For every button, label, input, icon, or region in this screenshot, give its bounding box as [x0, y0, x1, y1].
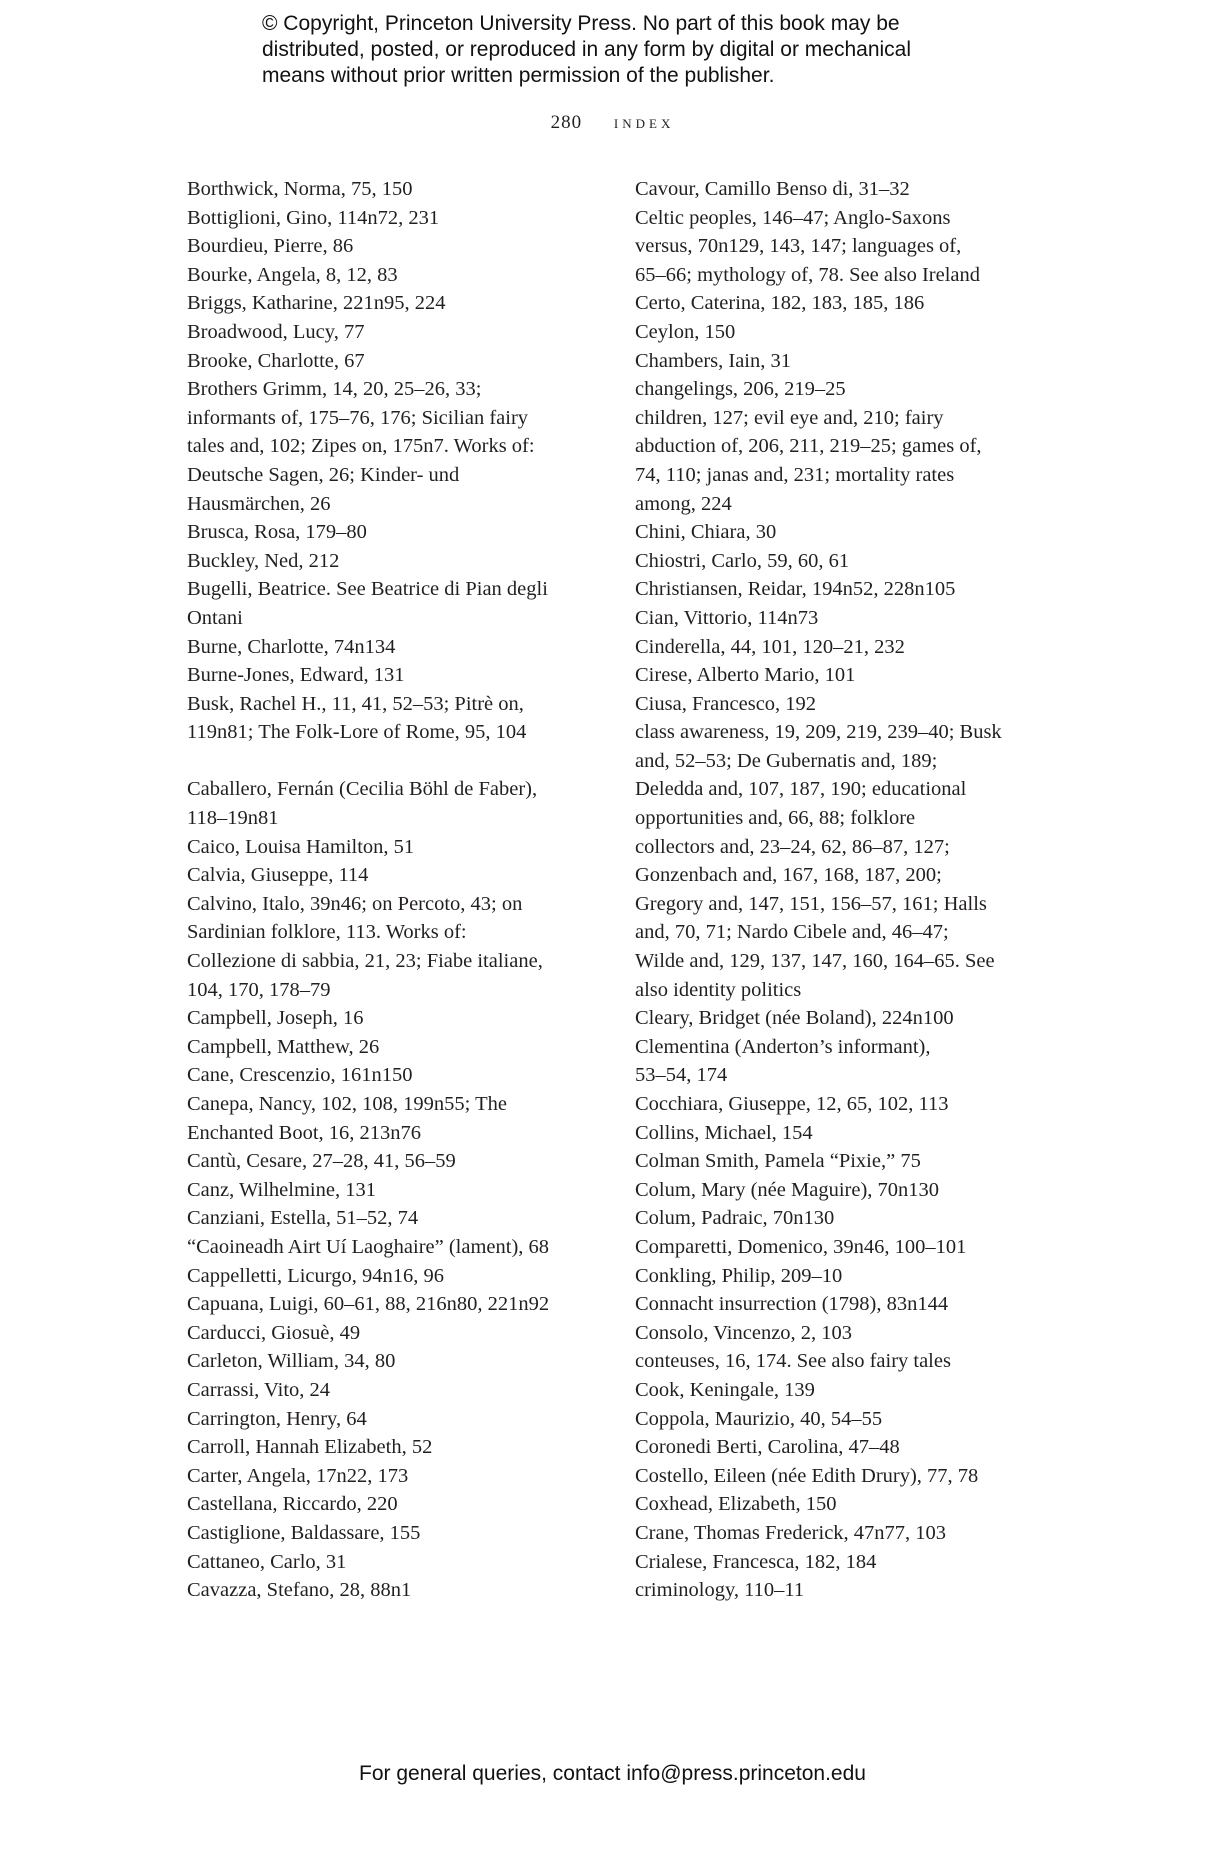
- index-entry: [635, 1376, 1055, 1405]
- index-entry: [187, 1490, 627, 1519]
- index-entry-line: Ontani: [187, 606, 243, 629]
- index-entry: [187, 861, 627, 890]
- index-entry-line: Brusca, Rosa, 179–80: [187, 521, 367, 544]
- index-entry-line: Christiansen, Reidar, 194n52, 228n105: [635, 578, 956, 601]
- index-entry-line: collectors and, 23–24, 62, 86–87, 127;: [635, 835, 950, 858]
- index-entry-line: Carrington, Henry, 64: [187, 1407, 367, 1430]
- index-entry-line: Ceylon, 150: [635, 320, 736, 343]
- index-entry: [635, 404, 1055, 518]
- index-entry: [635, 1576, 1055, 1605]
- index-entry: [635, 1405, 1055, 1434]
- index-entry: [635, 1347, 1055, 1376]
- index-entry-line: criminology, 110–11: [635, 1579, 805, 1602]
- index-entry-line: Costello, Eileen (née Edith Drury), 77, 78: [635, 1464, 979, 1487]
- index-entry-line: opportunities and, 66, 88; folklore: [635, 807, 916, 830]
- index-entry-line: Conkling, Philip, 209–10: [635, 1264, 843, 1287]
- index-entry-line: Castiglione, Baldassare, 155: [187, 1521, 421, 1544]
- index-entry-line: Cleary, Bridget (née Boland), 224n100: [635, 1007, 954, 1030]
- index-entry-line: children, 127; evil eye and, 210; fairy: [635, 406, 944, 429]
- index-entry-line: Calvia, Giuseppe, 114: [187, 864, 369, 887]
- index-entry: [187, 1204, 627, 1233]
- index-entry-line: Cook, Keningale, 139: [635, 1378, 815, 1401]
- index-entry-line: Certo, Caterina, 182, 183, 185, 186: [635, 292, 925, 315]
- index-entry: [635, 1090, 1055, 1119]
- index-entry-line: Cavour, Camillo Benso di, 31–32: [635, 178, 910, 200]
- index-entry-line: Cirese, Alberto Mario, 101: [635, 664, 856, 687]
- index-entry-line: Busk, Rachel H., 11, 41, 52–53; Pitrè on,: [187, 692, 524, 715]
- index-entry-line: Cian, Vittorio, 114n73: [635, 606, 819, 629]
- index-entry: [187, 1548, 627, 1577]
- index-entry-line: Wilde and, 129, 137, 147, 160, 164–65. See: [635, 950, 995, 973]
- index-entry: [187, 1519, 627, 1548]
- index-entry: [187, 318, 627, 347]
- index-entry-line: Coppola, Maurizio, 40, 54–55: [635, 1407, 883, 1430]
- index-entry: [187, 661, 627, 690]
- index-entry: [187, 633, 627, 662]
- index-entry-line: class awareness, 19, 209, 219, 239–40; Busk: [635, 721, 1002, 744]
- index-entry-line: Deledda and, 107, 187, 190; educational: [635, 778, 967, 801]
- index-entry-line: Calvino, Italo, 39n46; on Percoto, 43; on: [187, 892, 523, 915]
- index-entry: [187, 347, 627, 376]
- index-entry-line: Collins, Michael, 154: [635, 1121, 813, 1144]
- index-entry-line: versus, 70n129, 143, 147; languages of,: [635, 235, 962, 258]
- index-entry: [187, 1061, 627, 1090]
- index-entry: [187, 1233, 627, 1262]
- index-entry-line: and, 52–53; De Gubernatis and, 189;: [635, 749, 938, 772]
- index-entry: [635, 518, 1055, 547]
- index-entry: [187, 1319, 627, 1348]
- index-entry: [635, 1233, 1055, 1262]
- index-entry: [635, 175, 1055, 204]
- index-entry-line: Chini, Chiara, 30: [635, 521, 777, 544]
- index-entry: [187, 775, 627, 832]
- index-entry-line: Carducci, Giosuè, 49: [187, 1321, 361, 1344]
- index-entry: [187, 547, 627, 576]
- index-entry: [635, 661, 1055, 690]
- index-entry: [187, 175, 627, 204]
- index-entry-line: Buckley, Ned, 212: [187, 549, 340, 572]
- index-entry-line: Colum, Padraic, 70n130: [635, 1207, 835, 1230]
- index-entry-line: Coronedi Berti, Carolina, 47–48: [635, 1436, 900, 1459]
- index-entry-line: 118–19n81: [187, 807, 279, 830]
- index-entry-line: Crialese, Francesca, 182, 184: [635, 1550, 877, 1573]
- index-entry-line: Ciusa, Francesco, 192: [635, 692, 817, 715]
- index-entry-line: Capuana, Luigi, 60–61, 88, 216n80, 221n92: [187, 1293, 550, 1316]
- index-entry-line: Coxhead, Elizabeth, 150: [635, 1493, 837, 1516]
- index-entry-line: Campbell, Matthew, 26: [187, 1035, 380, 1058]
- index-entry-line: Sardinian folklore, 113. Works of:: [187, 921, 467, 944]
- index-entry-line: Cavazza, Stefano, 28, 88n1: [187, 1579, 412, 1602]
- index-entry: [635, 1490, 1055, 1519]
- index-entry: [187, 833, 627, 862]
- index-entry-line: among, 224: [635, 492, 732, 515]
- index-entry-line: Cappelletti, Licurgo, 94n16, 96: [187, 1264, 444, 1287]
- index-entry-line: also identity politics: [635, 978, 802, 1001]
- index-entry: [187, 232, 627, 261]
- index-entry-line: Cane, Crescenzio, 161n150: [187, 1064, 413, 1087]
- index-entry-line: Cinderella, 44, 101, 120–21, 232: [635, 635, 905, 658]
- index-entry: [187, 1376, 627, 1405]
- index-entry: [187, 1347, 627, 1376]
- index-entry-line: Campbell, Joseph, 16: [187, 1007, 364, 1030]
- index-entry-line: changelings, 206, 219–25: [635, 378, 846, 401]
- index-entry-line: Gregory and, 147, 151, 156–57, 161; Halls: [635, 892, 987, 915]
- index-entry: [635, 690, 1055, 719]
- index-entry-line: Cantù, Cesare, 27–28, 41, 56–59: [187, 1150, 456, 1173]
- index-entry: [635, 1519, 1055, 1548]
- index-entry-line: Borthwick, Norma, 75, 150: [187, 178, 413, 200]
- index-entry: [187, 1262, 627, 1291]
- index-entry: [187, 1147, 627, 1176]
- index-entry-line: Carroll, Hannah Elizabeth, 52: [187, 1436, 433, 1459]
- index-entry-line: Bourke, Angela, 8, 12, 83: [187, 263, 398, 286]
- index-entry: [187, 1033, 627, 1062]
- index-entry-line: Colum, Mary (née Maguire), 70n130: [635, 1178, 940, 1201]
- index-entry-line: Brooke, Charlotte, 67: [187, 349, 365, 372]
- index-entry-line: Bottiglioni, Gino, 114n72, 231: [187, 206, 440, 229]
- index-entry-line: Enchanted Boot, 16, 213n76: [187, 1121, 422, 1144]
- index-entry-line: Gonzenbach and, 167, 168, 187, 200;: [635, 864, 942, 887]
- index-entry: [187, 1462, 627, 1491]
- copyright-line: distributed, posted, or reproduced in any form by digital or mechanical: [262, 38, 912, 61]
- index-entry-line: Castellana, Riccardo, 220: [187, 1493, 398, 1516]
- index-entry: [635, 1548, 1055, 1577]
- index-entry: [635, 1290, 1055, 1319]
- running-head: [0, 112, 1225, 134]
- index-entry: [635, 718, 1055, 1004]
- index-entry-line: Caballero, Fernán (Cecilia Böhl de Faber),: [187, 778, 538, 801]
- index-entry: [635, 1033, 1055, 1090]
- index-entry: [635, 1319, 1055, 1348]
- index-entry: [635, 1176, 1055, 1205]
- index-entry-line: Collezione di sabbia, 21, 23; Fiabe italiane,: [187, 950, 543, 973]
- index-entry-line: Cattaneo, Carlo, 31: [187, 1550, 347, 1573]
- index-entry: [187, 1090, 627, 1147]
- index-entry-line: informants of, 175–76, 176; Sicilian fairy: [187, 406, 529, 429]
- index-entry-line: Chiostri, Carlo, 59, 60, 61: [635, 549, 850, 572]
- copyright-line: © Copyright, Princeton University Press. No part of this book may be: [262, 12, 900, 35]
- index-entry-line: tales and, 102; Zipes on, 175n7. Works of:: [187, 435, 535, 458]
- index-entry-line: Crane, Thomas Frederick, 47n77, 103: [635, 1521, 947, 1544]
- index-entry-line: abduction of, 206, 211, 219–25; games of,: [635, 435, 982, 458]
- index-entry-line: conteuses, 16, 174. See also fairy tales: [635, 1350, 951, 1373]
- index-entry-line: Canz, Wilhelmine, 131: [187, 1178, 376, 1201]
- index-entry: [635, 318, 1055, 347]
- index-entry: [187, 1405, 627, 1434]
- copyright-line: means without prior written permission of the publisher.: [262, 64, 775, 87]
- index-entry: [187, 690, 627, 747]
- index-entry: [635, 1204, 1055, 1233]
- index-entry-line: Bourdieu, Pierre, 86: [187, 235, 354, 258]
- index-entry-line: Cocchiara, Giuseppe, 12, 65, 102, 113: [635, 1093, 949, 1115]
- index-column-right: [635, 175, 1055, 1605]
- index-entry-line: Comparetti, Domenico, 39n46, 100–101: [635, 1235, 967, 1258]
- index-entry-line: Brothers Grimm, 14, 20, 25–26, 33;: [187, 378, 482, 401]
- index-column-left: [187, 175, 627, 1605]
- index-entry-line: Celtic peoples, 146–47; Anglo-Saxons: [635, 206, 951, 229]
- index-entry: [635, 604, 1055, 633]
- index-entry: [635, 1119, 1055, 1148]
- index-entry: [635, 633, 1055, 662]
- index-entry-line: Caico, Louisa Hamilton, 51: [187, 835, 415, 858]
- index-entry: [635, 289, 1055, 318]
- index-entry: [187, 575, 627, 632]
- index-entry: [635, 1262, 1055, 1291]
- index-entry-line: Deutsche Sagen, 26; Kinder- und: [187, 463, 460, 486]
- index-entry-line: and, 70, 71; Nardo Cibele and, 46–47;: [635, 921, 949, 944]
- index-entry-line: “Caoineadh Airt Uí Laoghaire” (lament), 68: [187, 1235, 550, 1258]
- index-entry: [187, 1576, 627, 1605]
- index-entry-line: Carrassi, Vito, 24: [187, 1378, 331, 1401]
- index-entry: [635, 347, 1055, 376]
- page-title: index: [613, 112, 675, 133]
- index-entry-line: Burne-Jones, Edward, 131: [187, 664, 405, 687]
- index-entry: [187, 518, 627, 547]
- index-entry: [635, 547, 1055, 576]
- index-entry-line: Connacht insurrection (1798), 83n144: [635, 1293, 949, 1316]
- index-entry: [187, 1176, 627, 1205]
- index-entry: [187, 1290, 627, 1319]
- letter-group-gap: [187, 747, 627, 776]
- index-entry-line: 65–66; mythology of, 78. See also Ireland: [635, 263, 981, 286]
- index-entry-line: 119n81; The Folk-Lore of Rome, 95, 104: [187, 721, 527, 744]
- index-entry-line: Chambers, Iain, 31: [635, 349, 791, 372]
- index-entry: [187, 890, 627, 1004]
- index-entry: [187, 204, 627, 233]
- index-entry-line: Canepa, Nancy, 102, 108, 199n55; The: [187, 1093, 507, 1115]
- copyright-notice: [262, 11, 1022, 89]
- index-entry-line: 74, 110; janas and, 231; mortality rates: [635, 463, 955, 486]
- index-entry: [635, 1462, 1055, 1491]
- index-entry-line: Briggs, Katharine, 221n95, 224: [187, 292, 446, 315]
- index-entry-line: Colman Smith, Pamela “Pixie,” 75: [635, 1150, 921, 1173]
- index-entry: [635, 375, 1055, 404]
- index-entry-line: 104, 170, 178–79: [187, 978, 331, 1001]
- index-entry: [635, 575, 1055, 604]
- index-entry: [187, 289, 627, 318]
- page-number: 280: [550, 112, 583, 133]
- index-entry-line: Canziani, Estella, 51–52, 74: [187, 1207, 419, 1230]
- index-entry-line: Consolo, Vincenzo, 2, 103: [635, 1321, 853, 1344]
- index-entry-line: Bugelli, Beatrice. See Beatrice di Pian degli: [187, 578, 548, 601]
- index-entry-line: Broadwood, Lucy, 77: [187, 320, 365, 343]
- index-entry-line: Clementina (Anderton’s informant),: [635, 1035, 931, 1058]
- index-entry: [635, 1004, 1055, 1033]
- index-entry: [187, 1433, 627, 1462]
- footer-contact: For general queries, contact info@press.princeton.edu: [359, 1762, 866, 1785]
- index-entry: [635, 1433, 1055, 1462]
- index-entry: [187, 261, 627, 290]
- index-entry-line: 53–54, 174: [635, 1064, 728, 1087]
- index-entry-line: Carter, Angela, 17n22, 173: [187, 1464, 409, 1487]
- index-entry: [635, 204, 1055, 290]
- index-entry: [187, 1004, 627, 1033]
- index-entry: [187, 375, 627, 518]
- index-entry: [635, 1147, 1055, 1176]
- index-entry-line: Hausmärchen, 26: [187, 492, 331, 515]
- index-entry-line: Burne, Charlotte, 74n134: [187, 635, 396, 658]
- index-entry-line: Carleton, William, 34, 80: [187, 1350, 396, 1373]
